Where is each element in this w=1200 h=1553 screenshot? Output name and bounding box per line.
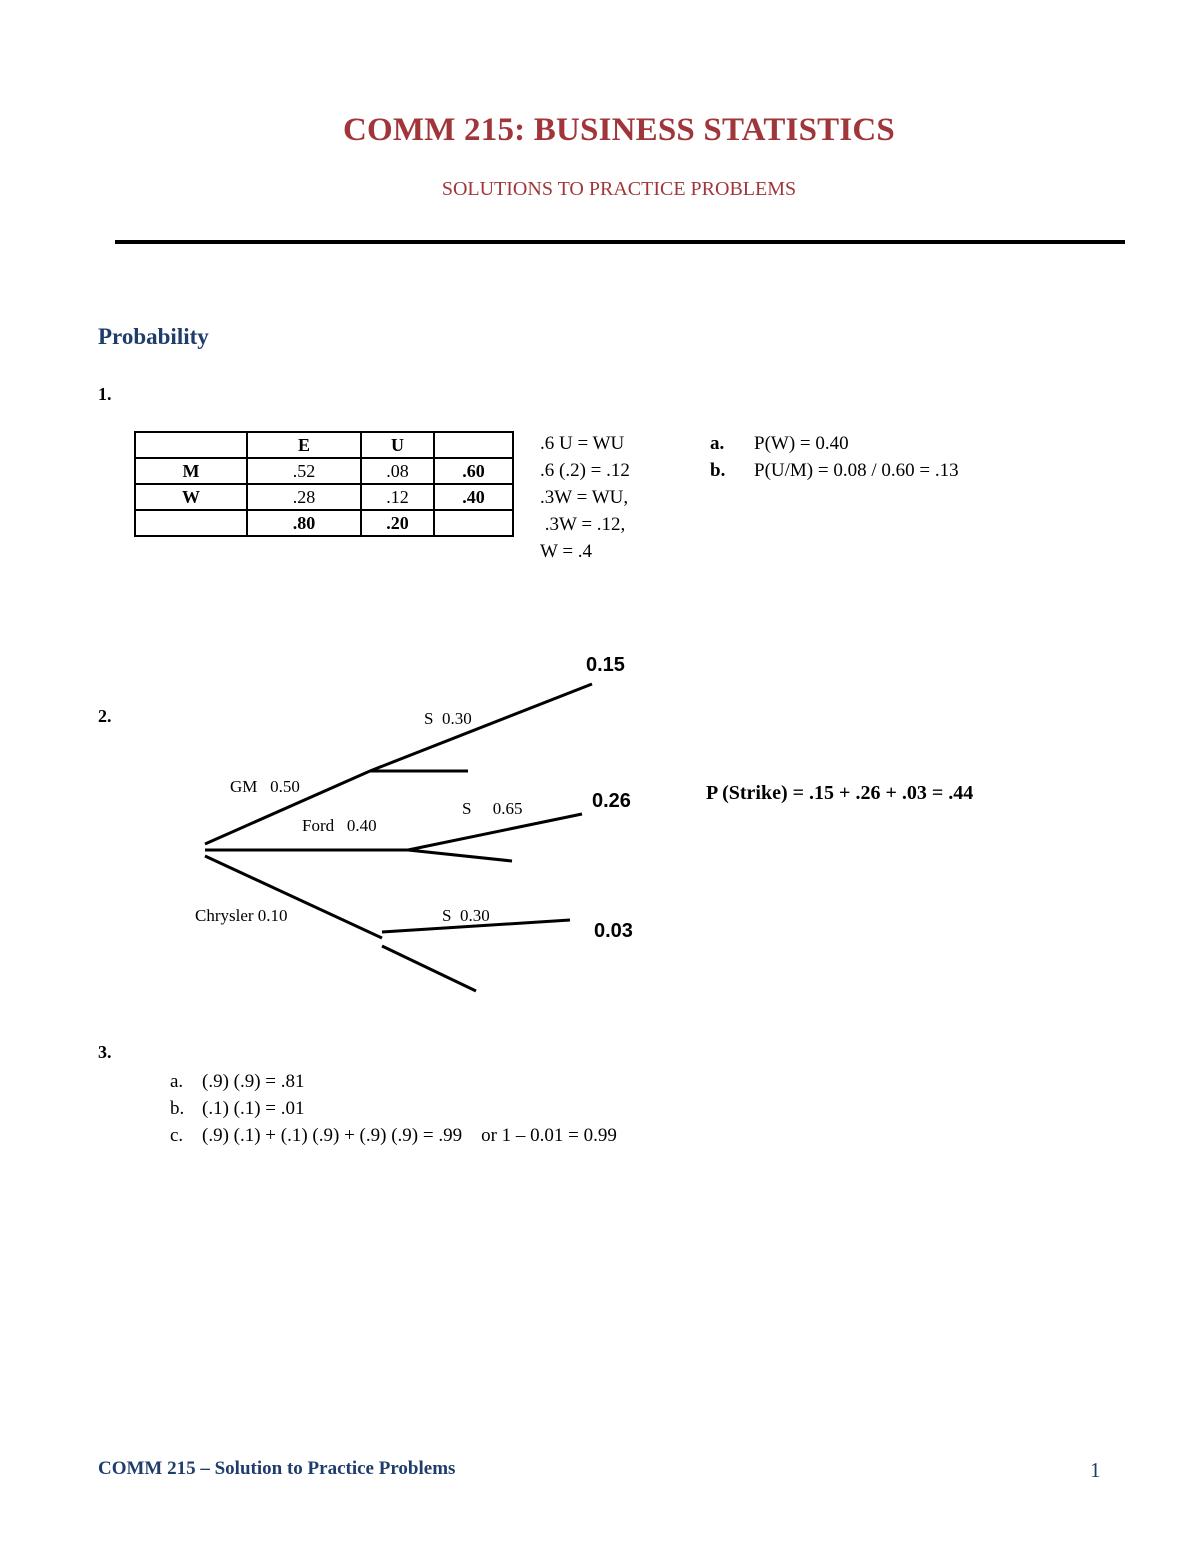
document-subtitle: SOLUTIONS TO PRACTICE PROBLEMS [441,178,797,200]
table-header-u: U [361,432,434,458]
branch-ford-no-strike [408,850,512,861]
table-cell: .28 [247,484,361,510]
result-ford: 0.26 [592,790,631,812]
table-row [135,484,513,510]
result-gm: 0.15 [586,654,625,676]
table-row [135,510,513,536]
answer-b [710,457,959,484]
table-cell: .12 [361,484,434,510]
label-chrysler: Chrysler 0.10 [195,906,288,925]
table-cell: .08 [361,458,434,484]
q1-answers [710,430,959,484]
header-rule [115,240,1125,244]
question-1-number: 1. [98,384,112,404]
equation-line: .3W = .12, [540,514,626,535]
answer-text: (.9) (.9) = .81 [202,1071,305,1092]
table-cell [135,510,247,536]
table-cell: .80 [247,510,361,536]
label-chrysler-strike: S 0.30 [442,906,490,925]
equation-line: .6 (.2) = .12 [540,460,630,481]
question-3-number: 3. [98,1042,112,1062]
table-cell [434,432,513,458]
answer-a [170,1068,617,1095]
table-cell: .20 [361,510,434,536]
table-row [135,432,513,458]
label-ford: Ford 0.40 [302,816,377,835]
answer-c [170,1122,617,1149]
table-cell [135,432,247,458]
q3-answers [170,1068,617,1149]
question-2-number: 2. [98,706,112,726]
table-cell: .60 [434,458,513,484]
answer-b [170,1095,617,1122]
label-ford-strike: S 0.65 [462,799,523,818]
label-gm-strike: S 0.30 [424,709,472,728]
section-title: Probability [98,324,209,349]
table-row-label-w: W [135,484,247,510]
document-title: COMM 215: BUSINESS STATISTICS [343,112,895,148]
answer-label: b. [710,460,726,481]
answer-label: b. [170,1098,185,1119]
table-row [135,458,513,484]
footer-title: COMM 215 – Solution to Practice Problems [98,1458,456,1479]
contingency-table [134,431,514,537]
table-cell [434,510,513,536]
equation-line: .6 U = WU [540,433,625,454]
result-chrysler: 0.03 [594,920,633,942]
page-number: 1 [1090,1458,1101,1482]
answer-text: (.9) (.1) + (.1) (.9) + (.9) (.9) = .99 or 1 – 0.01 = 0.99 [202,1125,617,1146]
answer-a [710,430,959,457]
table-cell: .40 [434,484,513,510]
table-header-e: E [247,432,361,458]
branch-chrysler [205,856,382,938]
branch-gm-strike [370,684,592,771]
branch-ford-strike [408,814,582,850]
branch-chrysler-no-strike [382,946,476,991]
strike-probability: P (Strike) = .15 + .26 + .03 = .44 [706,782,974,804]
label-gm: GM 0.50 [230,777,300,796]
equation-line: .3W = WU, [540,487,629,508]
q1-equations [540,430,630,565]
equation-line: W = .4 [540,541,593,562]
table-cell: .52 [247,458,361,484]
answer-label: a. [710,433,725,454]
answer-text: P(W) = 0.40 [754,433,849,454]
table-row-label-m: M [135,458,247,484]
answer-text: P(U/M) = 0.08 / 0.60 = .13 [754,460,959,481]
answer-label: a. [170,1071,184,1092]
probability-tree-diagram [0,640,700,1010]
answer-text: (.1) (.1) = .01 [202,1098,305,1119]
answer-label: c. [170,1125,184,1146]
